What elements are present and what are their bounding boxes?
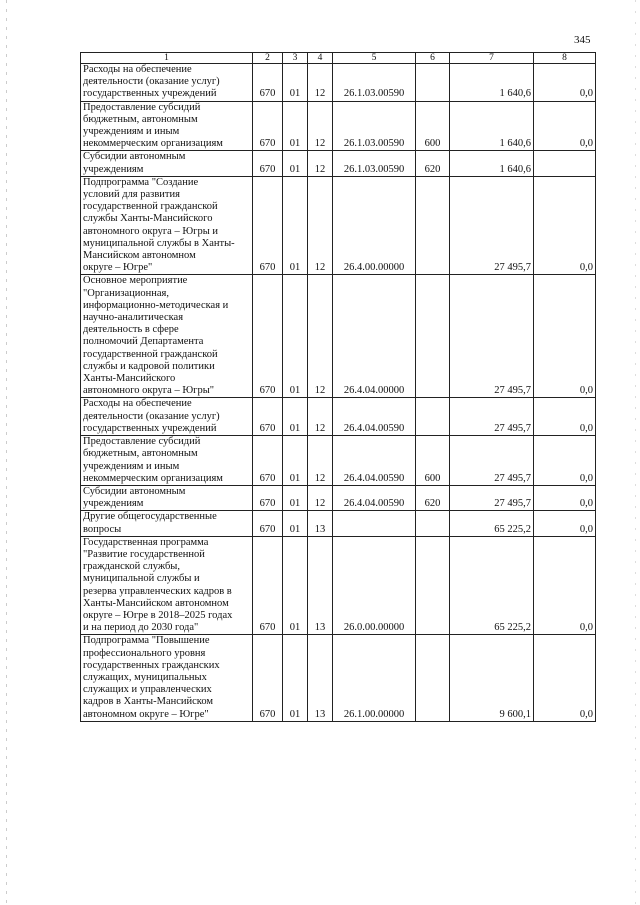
- description-line: службы Ханты-Мансийского: [83, 213, 213, 225]
- expense-type-cell: 600: [416, 436, 450, 486]
- description-line: некоммерческим организациям: [83, 138, 223, 150]
- description-line: автономного округа – Югры и: [83, 225, 218, 237]
- admin-code-cell: 670: [253, 635, 283, 721]
- amount-extra-cell: 0,0: [534, 536, 596, 635]
- subsection-code-cell: 13: [308, 635, 333, 721]
- description-line: государственных гражданских: [83, 659, 220, 671]
- amount-extra-cell: 0,0: [534, 635, 596, 721]
- description-line: и на период до 2030 года": [83, 622, 199, 634]
- expense-type-cell: [416, 176, 450, 275]
- row-description: [81, 635, 253, 721]
- amount-cell: 27 495,7: [450, 436, 534, 486]
- description-line: Расходы на обеспечение: [83, 64, 192, 75]
- description-line: кадров в Ханты-Мансийском: [83, 696, 214, 708]
- description-line: Мансийском автономном: [83, 250, 196, 262]
- description-line: Предоставление субсидий: [83, 101, 201, 113]
- description-line: информационно-методическая и: [83, 299, 229, 311]
- description-line: Основное мероприятие: [83, 275, 188, 287]
- admin-code-cell: 670: [253, 275, 283, 398]
- subsection-code-cell: 12: [308, 151, 333, 176]
- description-line: автономного округа – Югры": [83, 385, 215, 397]
- admin-code-cell: 670: [253, 436, 283, 486]
- amount-extra-cell: 0,0: [534, 511, 596, 536]
- description-line: условий для развития: [83, 189, 180, 201]
- row-description: [81, 398, 253, 436]
- description-line: муниципальной службы в Ханты-: [83, 237, 235, 249]
- expense-type-cell: [416, 64, 450, 102]
- scan-edge-left: [6, 0, 7, 905]
- description-line: автономном округе – Югре": [83, 708, 209, 720]
- amount-cell: 27 495,7: [450, 176, 534, 275]
- amount-extra-cell: 0,0: [534, 436, 596, 486]
- section-code-cell: 01: [283, 176, 308, 275]
- description-line: муниципальной службы и: [83, 573, 200, 585]
- column-header: 7: [450, 53, 534, 64]
- section-code-cell: 01: [283, 101, 308, 151]
- amount-cell: 65 225,2: [450, 536, 534, 635]
- description-line: профессионального уровня: [83, 647, 206, 659]
- amount-extra-cell: 0,0: [534, 485, 596, 510]
- admin-code-cell: 670: [253, 101, 283, 151]
- description-line: округе – Югре": [83, 262, 153, 274]
- row-description: [81, 151, 253, 176]
- column-header: 6: [416, 53, 450, 64]
- table-row: [81, 151, 596, 176]
- expense-type-cell: 600: [416, 101, 450, 151]
- description-line: государственных учреждений: [83, 88, 217, 100]
- row-description: [81, 101, 253, 151]
- amount-extra-cell: 0,0: [534, 176, 596, 275]
- expense-type-cell: [416, 536, 450, 635]
- section-code-cell: 01: [283, 635, 308, 721]
- description-line: Расходы на обеспечение: [83, 398, 192, 410]
- section-code-cell: 01: [283, 151, 308, 176]
- description-line: Подпрограмма "Создание: [83, 176, 199, 188]
- target-article-cell: 26.1.03.00590: [333, 151, 416, 176]
- description-line: Другие общегосударственные: [83, 511, 217, 523]
- admin-code-cell: 670: [253, 485, 283, 510]
- target-article-cell: 26.0.00.00000: [333, 536, 416, 635]
- amount-extra-cell: 0,0: [534, 398, 596, 436]
- description-line: "Развитие государственной: [83, 548, 205, 560]
- row-description: [81, 536, 253, 635]
- description-line: деятельность в сфере: [83, 324, 179, 336]
- target-article-cell: 26.4.04.00590: [333, 398, 416, 436]
- description-line: учреждениям и иным: [83, 126, 180, 138]
- section-code-cell: 01: [283, 436, 308, 486]
- column-number-row: [81, 53, 596, 64]
- description-line: учреждениям: [83, 498, 144, 510]
- description-line: службы и кадровой политики: [83, 360, 215, 372]
- table-row: [81, 635, 596, 721]
- description-line: учреждениям и иным: [83, 460, 180, 472]
- table-row: [81, 398, 596, 436]
- table-row: [81, 176, 596, 275]
- admin-code-cell: 670: [253, 398, 283, 436]
- description-line: Субсидии автономным: [83, 151, 186, 163]
- admin-code-cell: 670: [253, 511, 283, 536]
- row-description: [81, 64, 253, 102]
- target-article-cell: 26.1.03.00590: [333, 64, 416, 102]
- description-line: государственных учреждений: [83, 422, 217, 434]
- section-code-cell: 01: [283, 398, 308, 436]
- amount-cell: 1 640,6: [450, 101, 534, 151]
- column-header: 1: [81, 53, 253, 64]
- scan-edge-right: [635, 0, 636, 905]
- expense-type-cell: 620: [416, 151, 450, 176]
- subsection-code-cell: 12: [308, 101, 333, 151]
- section-code-cell: 01: [283, 485, 308, 510]
- subsection-code-cell: 13: [308, 536, 333, 635]
- amount-extra-cell: 0,0: [534, 64, 596, 102]
- amount-cell: 65 225,2: [450, 511, 534, 536]
- description-line: полномочий Департамента: [83, 336, 204, 348]
- column-header: 3: [283, 53, 308, 64]
- description-line: Государственная программа: [83, 536, 209, 548]
- description-line: служащих, муниципальных: [83, 671, 207, 683]
- row-description: [81, 436, 253, 486]
- description-line: государственной гражданской: [83, 201, 218, 213]
- subsection-code-cell: 12: [308, 485, 333, 510]
- expense-type-cell: [416, 398, 450, 436]
- amount-extra-cell: [534, 151, 596, 176]
- description-line: Ханты-Мансийского: [83, 373, 176, 385]
- target-article-cell: 26.4.00.00000: [333, 176, 416, 275]
- table-row: [81, 485, 596, 510]
- section-code-cell: 01: [283, 511, 308, 536]
- table-body: [81, 64, 596, 722]
- target-article-cell: 26.4.04.00000: [333, 275, 416, 398]
- description-line: резерва управленческих кадров в: [83, 585, 232, 597]
- table-row: [81, 436, 596, 486]
- amount-cell: 1 640,6: [450, 151, 534, 176]
- target-article-cell: 26.4.04.00590: [333, 436, 416, 486]
- target-article-cell: 26.1.00.00000: [333, 635, 416, 721]
- column-header: 2: [253, 53, 283, 64]
- description-line: Подпрограмма "Повышение: [83, 635, 210, 647]
- section-code-cell: 01: [283, 275, 308, 398]
- expense-type-cell: [416, 511, 450, 536]
- admin-code-cell: 670: [253, 151, 283, 176]
- description-line: Предоставление субсидий: [83, 436, 201, 448]
- description-line: вопросы: [83, 523, 122, 535]
- budget-table: [80, 52, 596, 722]
- description-line: деятельности (оказание услуг): [83, 410, 220, 422]
- table-row: [81, 101, 596, 151]
- admin-code-cell: 670: [253, 64, 283, 102]
- description-line: округе – Югре в 2018–2025 годах: [83, 609, 233, 621]
- subsection-code-cell: 12: [308, 275, 333, 398]
- amount-extra-cell: 0,0: [534, 101, 596, 151]
- description-line: Субсидии автономным: [83, 485, 186, 497]
- column-header: 4: [308, 53, 333, 64]
- amount-cell: 1 640,6: [450, 64, 534, 102]
- description-line: гражданской службы,: [83, 561, 180, 573]
- table-row: [81, 536, 596, 635]
- subsection-code-cell: 12: [308, 64, 333, 102]
- amount-cell: 27 495,7: [450, 275, 534, 398]
- expense-type-cell: [416, 635, 450, 721]
- target-article-cell: [333, 511, 416, 536]
- admin-code-cell: 670: [253, 536, 283, 635]
- row-description: [81, 485, 253, 510]
- amount-extra-cell: 0,0: [534, 275, 596, 398]
- subsection-code-cell: 12: [308, 176, 333, 275]
- admin-code-cell: 670: [253, 176, 283, 275]
- description-line: Ханты-Мансийском автономном: [83, 597, 229, 609]
- row-description: [81, 275, 253, 398]
- description-line: государственной гражданской: [83, 348, 218, 360]
- table-row: [81, 275, 596, 398]
- column-header: 5: [333, 53, 416, 64]
- row-description: [81, 176, 253, 275]
- amount-cell: 27 495,7: [450, 398, 534, 436]
- subsection-code-cell: 13: [308, 511, 333, 536]
- page-number: 345: [574, 34, 591, 46]
- description-line: некоммерческим организациям: [83, 472, 223, 484]
- description-line: деятельности (оказание услуг): [83, 76, 220, 88]
- amount-cell: 27 495,7: [450, 485, 534, 510]
- target-article-cell: 26.1.03.00590: [333, 101, 416, 151]
- subsection-code-cell: 12: [308, 436, 333, 486]
- description-line: учреждениям: [83, 163, 144, 175]
- expense-type-cell: 620: [416, 485, 450, 510]
- description-line: бюджетным, автономным: [83, 113, 198, 125]
- expense-type-cell: [416, 275, 450, 398]
- amount-cell: 9 600,1: [450, 635, 534, 721]
- table-row: [81, 511, 596, 536]
- subsection-code-cell: 12: [308, 398, 333, 436]
- description-line: бюджетным, автономным: [83, 448, 198, 460]
- description-line: "Организационная,: [83, 287, 169, 299]
- table-row: [81, 64, 596, 102]
- target-article-cell: 26.4.04.00590: [333, 485, 416, 510]
- section-code-cell: 01: [283, 64, 308, 102]
- section-code-cell: 01: [283, 536, 308, 635]
- column-header: 8: [534, 53, 596, 64]
- row-description: [81, 511, 253, 536]
- description-line: научно-аналитическая: [83, 312, 184, 324]
- description-line: служащих и управленческих: [83, 684, 212, 696]
